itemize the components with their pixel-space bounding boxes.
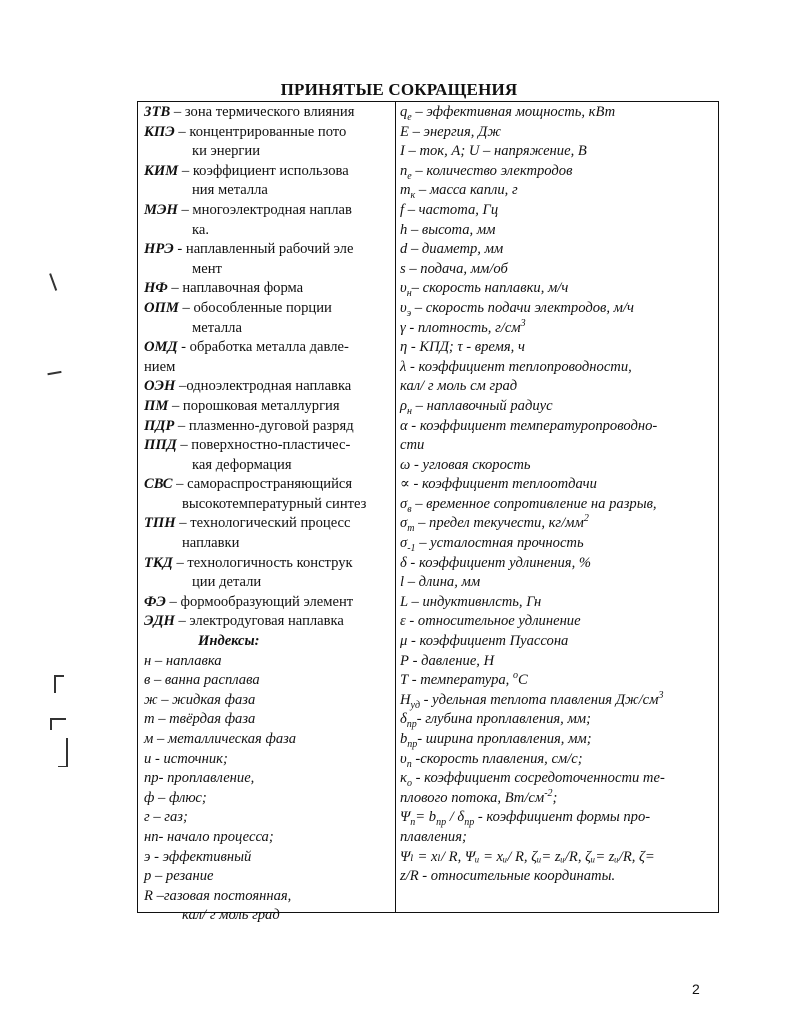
abbr-row: ФЭ – формообразующий элемент (144, 593, 354, 610)
scan-mark (47, 371, 62, 381)
symbol-row: $q_e$ – эффективная мощность, кВт (400, 104, 616, 123)
index-row: R –газовая постоянная, (144, 887, 292, 904)
index-row: пр- проплавление, (144, 770, 255, 787)
abbr-row-cont: наплавки (182, 535, 240, 552)
symbol-row: s – подача, мм/об (400, 260, 508, 277)
symbol-row-cont: z/R - относительные координаты. (400, 868, 616, 885)
page-number: 2 (692, 981, 700, 997)
scan-mark (54, 675, 64, 693)
symbol-row-cont: сти (400, 437, 425, 454)
scan-mark (49, 271, 63, 291)
abbr-row: НФ – наплавочная форма (144, 280, 304, 297)
abbr-row: ТКД – технологичность конструк (144, 554, 353, 571)
column-divider (395, 102, 396, 912)
abbr-row-cont: ка. (192, 221, 209, 238)
symbol-row: $\upsilon_н-$ скорость наплавки, м/ч (400, 280, 569, 300)
symbol-row: ω - угловая скорость (400, 456, 531, 473)
symbol-row: L – индуктивнлсть, Гн (400, 593, 542, 610)
symbol-row: γ - плотность, $г/см^3$ (400, 317, 526, 336)
symbol-row: $\upsilon_п$ -скорость плавления, см/с; (400, 750, 583, 770)
abbr-row-cont: мент (192, 260, 222, 277)
symbol-row: $\sigma_{-1}$ – усталостная прочность (400, 535, 584, 554)
abbr-row: ПМ – порошковая металлургия (144, 397, 340, 414)
symbol-row: μ - коэффициент Пуассона (400, 633, 569, 650)
symbol-row: $\upsilon_э$ – скорость подачи электродов, м/ч (400, 299, 634, 319)
symbol-row: l – длина, мм (400, 574, 481, 591)
symbol-row-cont: кал/ г моль см град (400, 378, 518, 395)
symbol-row: ∝ - коэффициент теплоотдачи (400, 476, 597, 493)
abbr-row-cont: ния металла (192, 182, 268, 199)
abbr-row: ТПН – технологический процесс (144, 515, 351, 532)
symbol-row: $m_к$ – масса капли, г (400, 182, 518, 202)
abbr-row: НРЭ - наплавленный рабочий эле (144, 241, 354, 258)
symbol-row: $H_{уд}$ - удельная теплота плавления $Дж/см^3$ (400, 689, 664, 711)
symbol-row: Ψₗ = xₗ/ R, Ψᵤ = xᵤ/ R, ζᵤ= zᵤ/R, ζᵤ= zᵤ/R, ζ= (400, 848, 655, 865)
index-row: э - эффективный (144, 848, 252, 865)
index-row: н – наплавка (144, 652, 222, 669)
abbr-row: КПЭ – концентрированные пото (144, 123, 347, 140)
symbol-row: $\kappa_o$ - коэффициент сосредоточенности те- (400, 770, 665, 790)
symbol-row: λ - коэффициент теплопроводности, (400, 358, 632, 375)
symbol-row-cont: плового потока, $Вт/см^{-2}$; (400, 787, 558, 806)
abbr-row-cont: высокотемпературный синтез (182, 495, 367, 512)
indices-header: Индексы: (198, 633, 260, 650)
abbr-row: ОПМ – обособленные порции (144, 299, 332, 316)
abbr-row: ЭДН – электродуговая наплавка (144, 613, 344, 630)
symbol-row: α - коэффициент температуропроводно- (400, 417, 658, 434)
abbr-row: КИМ – коэффициент использова (144, 162, 349, 179)
index-row: т – твёрдая фаза (144, 711, 256, 728)
symbol-row: η - КПД; τ - время, ч (400, 339, 525, 356)
abbr-row-cont: ки энергии (192, 143, 261, 160)
index-row: м – металлическая фаза (144, 731, 297, 747)
abbreviations-table (137, 101, 719, 924)
symbol-row: I – ток, А; U – напряжение, В (400, 143, 587, 160)
symbol-row: d – диаметр, мм (400, 241, 504, 258)
index-row: нп- начало процесса; (144, 828, 274, 845)
abbr-row: ОЭН –одноэлектродная наплавка (144, 378, 352, 395)
abbr-row: ППД – поверхностно-пластичес- (144, 437, 351, 454)
symbol-row: Р - давление, Н (400, 652, 495, 669)
symbol-row: $\sigma_в$ – временное сопротивление на разрыв, (400, 495, 657, 515)
abbr-row-cont: металла (192, 319, 242, 336)
abbr-row-cont: ции детали (192, 574, 262, 591)
index-row: ф – флюс; (144, 789, 207, 806)
index-row: г – газ; (144, 809, 188, 826)
symbol-row-cont: плавления; (400, 828, 467, 845)
symbol-row: $\rho_н$ – наплавочный радиус (400, 397, 553, 417)
page-title: ПРИНЯТЫЕ СОКРАЩЕНИЯ (280, 80, 518, 99)
left-column (144, 103, 392, 926)
abbr-row: ОМД - обработка металла давле- (144, 339, 349, 356)
right-column (400, 103, 716, 887)
symbol-row: $n_e$ – количество электродов (400, 162, 573, 182)
index-row: в – ванна расплава (144, 672, 260, 689)
index-row: ж – жидкая фаза (144, 691, 256, 708)
symbol-row: ε - относительное удлинение (400, 613, 581, 630)
scan-mark (50, 718, 66, 730)
symbol-row: δ - коэффициент удлинения, % (400, 554, 592, 571)
index-row-cont: кал/ г моль град (182, 907, 280, 924)
abbr-row: ПДР – плазменно-дуговой разряд (144, 417, 354, 434)
abbr-row-cont: кая деформация (192, 456, 292, 473)
symbol-row: $\sigma_т$ – предел текучести, $кг/мм^2$ (400, 513, 589, 535)
abbr-row-cont: нием (144, 358, 176, 375)
symbol-row: Т - температура, $^o$С (400, 670, 528, 689)
symbol-row: f – частота, Гц (400, 201, 499, 218)
abbr-row: ЗТВ – зона термического влияния (144, 104, 355, 120)
symbol-row: h – высота, мм (400, 221, 496, 238)
symbol-row: $\delta_{пр}-$ глубина проплавления, мм; (400, 711, 591, 731)
abbr-row: СВС – самораспространяющийся (144, 476, 353, 493)
scan-mark (58, 738, 68, 767)
symbol-row: $b_{пр}-$ ширина проплавления, мм; (400, 731, 592, 750)
index-row: р – резание (144, 868, 214, 885)
symbol-row: E – энергия, Дж (400, 123, 501, 140)
symbol-row: $\Psi_п= b_{пр} / \delta_{пр}$ - коэффициент формы про- (400, 809, 651, 829)
abbr-row: МЭН – многоэлектродная наплав (144, 201, 352, 218)
index-row: и - источник; (144, 750, 228, 767)
